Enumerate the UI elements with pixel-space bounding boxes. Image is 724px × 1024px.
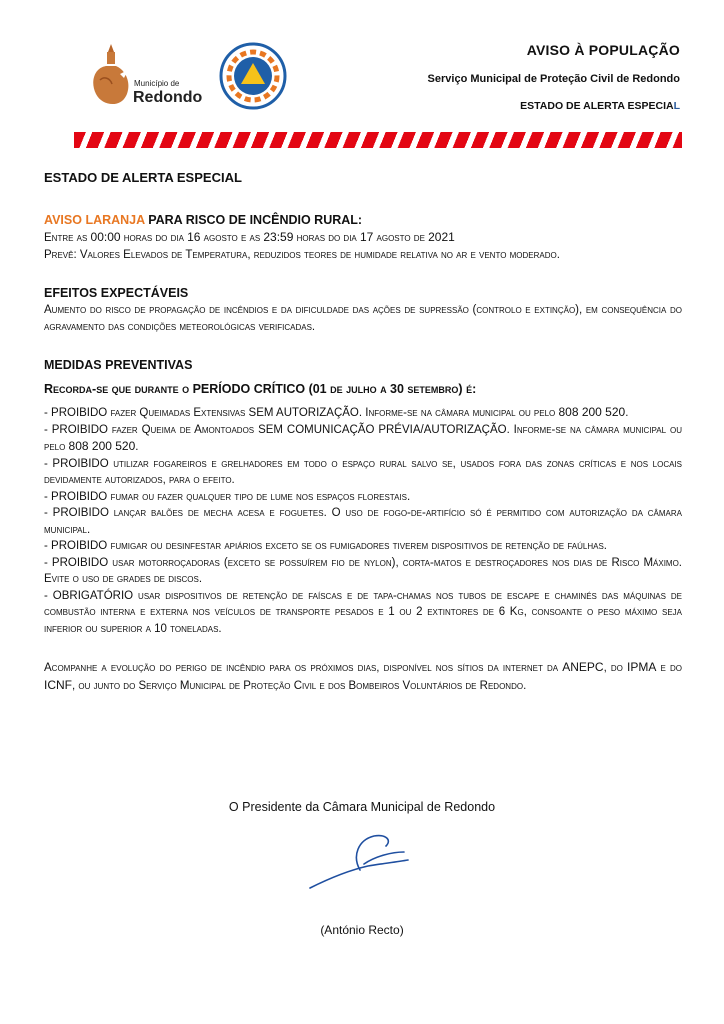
signer-name: (António Recto) (320, 923, 404, 937)
municipality-logo (86, 40, 216, 110)
logo-text-big: Redondo (133, 89, 203, 106)
header-block (428, 42, 680, 112)
warning-heading: AVISO LARANJA PARA RISCO DE INCÊNDIO RURAL: (44, 213, 363, 227)
notice-title: AVISO À POPULAÇÃO (526, 42, 680, 58)
effects-text: Aumento do risco de propagação de incêndios e da dificuldade das ações de supressão (controlo e extinção), em consequência do agravamento das condições meteorológicas verificadas. (44, 304, 682, 333)
warning-forecast: Prevê: Valores Elevados de Temperatura, reduzidos teores de humidade relativa no ar e vento moderado. (44, 249, 560, 261)
list-item: - PROIBIDO usar motorroçadoras (exceto se possuírem fio de nylon), corta-matos e destroçadores nos dias de Risco Máximo. Evite o uso de grades de discos. (44, 556, 683, 585)
alert-state: ESTADO DE ALERTA ESPECIAL (520, 100, 680, 112)
effects-section (44, 286, 682, 336)
list-item: - PROIBIDO utilizar fogareiros e grelhadores em todo o espaço rural salvo se, usados fora das zonas críticas e nos locais devidamente autorizados, para o efeito. (44, 457, 682, 486)
warning-period: Entre as 00:00 horas do dia 16 agosto e as 23:59 horas do dia 17 agosto de 2021 (44, 230, 455, 244)
alert-heading: ESTADO DE ALERTA ESPECIAL (44, 170, 242, 185)
measures-section (44, 358, 682, 637)
list-item: - PROIBIDO fazer Queima de Amontoados SEM COMUNICAÇÃO PRÉVIA/AUTORIZAÇÃO. Informe-se na câmara municipal ou pelo 808 200 520. (44, 423, 682, 453)
warning-section (44, 213, 682, 264)
service-name: Serviço Municipal de Proteção Civil de Redondo (427, 73, 680, 85)
follow-up-text: Acompanhe a evolução do perigo de incêndio para os próximos dias, disponível nos sítios da internet da ANEPC, do IPMA e do ICNF, ou junto do Serviço Municipal de Proteção Civil e dos Bombeiros Voluntários de Redondo. (44, 660, 682, 692)
measures-heading: MEDIDAS PREVENTIVAS (44, 358, 193, 372)
logo-text-small: Município de (134, 79, 180, 88)
warning-stripe (74, 132, 682, 148)
list-item: - OBRIGATÓRIO usar dispositivos de retenção de faíscas e de tapa-chamas nos tubos de escape e chaminés das máquinas de combustão interna e externa nos veículos de transporte pesados e 1 ou 2 extintores de 6 Kg, consoante o peso máximo seja inferior ou superior a 10 toneladas. (44, 589, 682, 635)
president-title: O Presidente da Câmara Municipal de Redondo (228, 800, 496, 814)
list-item: - PROIBIDO fumar ou fazer qualquer tipo de lume nos espaços florestais. (44, 490, 411, 503)
effects-heading: EFEITOS EXPECTÁVEIS (44, 286, 189, 300)
critical-period-note: Recorda-se que durante o PERÍODO CRÍTICO (01 de julho a 30 setembro) é: (44, 382, 477, 396)
list-item: - PROIBIDO fazer Queimadas Extensivas SEM AUTORIZAÇÃO. Informe-se na câmara municipal ou pelo 808 200 520. (44, 405, 629, 419)
jug-icon (93, 44, 128, 104)
list-item: - PROIBIDO fumigar ou desinfestar apiários exceto se os fumigadores tiverem dispositivos de retenção de faúlhas. (44, 540, 607, 552)
civil-protection-logo (219, 42, 287, 110)
notice-body (44, 170, 682, 695)
warning-level: AVISO LARANJA (44, 213, 145, 227)
signature (300, 826, 420, 896)
list-item: - PROIBIDO lançar balões de mecha acesa e foguetes. O uso de fogo-de-artifício só é permitido com autorização da câmara municipal. (44, 507, 682, 536)
